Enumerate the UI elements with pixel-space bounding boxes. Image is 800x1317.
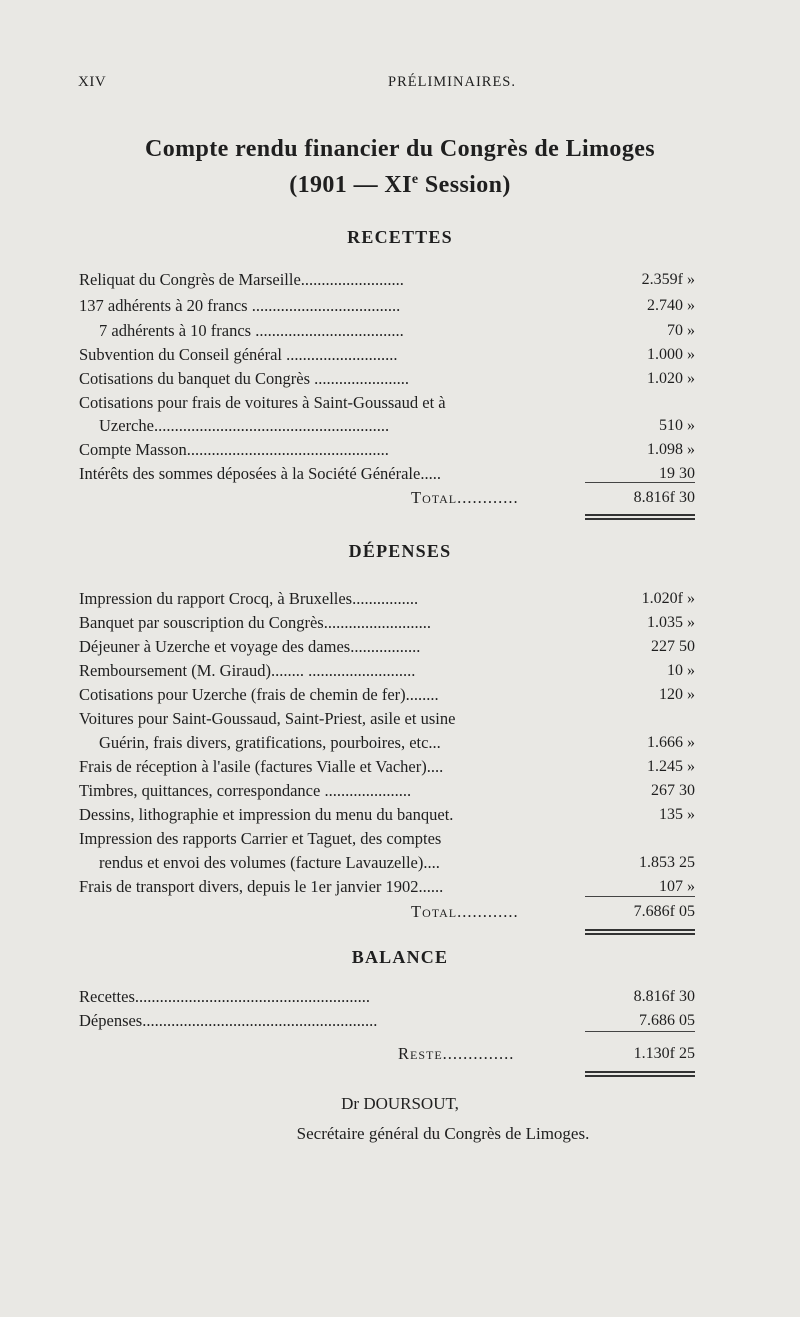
row-amount: 1.853 25 [639, 854, 695, 871]
row-amount: 510 » [659, 417, 695, 434]
depenses-row [79, 755, 695, 779]
row-amount: 120 » [659, 686, 695, 703]
row-amount: 107 » [659, 878, 695, 895]
depenses-row [79, 683, 695, 707]
row-label: 137 adhérents à 20 francs .................................... [79, 296, 401, 315]
reste-total [398, 1042, 695, 1066]
row-label: Intérêts des sommes déposées à la Société Générale..... [79, 464, 441, 483]
row-amount: 7.686 05 [639, 1012, 695, 1029]
row-amount: 8.816f 30 [633, 988, 695, 1005]
subtitle-post: Session) [418, 172, 511, 198]
sum-rule [585, 1031, 695, 1032]
depenses-row [79, 803, 695, 827]
sum-rule [585, 482, 695, 483]
row-label: Cotisations pour Uzerche (frais de chemin de fer)........ [79, 685, 439, 704]
depenses-heading: DÉPENSES [348, 541, 452, 561]
recettes-total [411, 486, 695, 510]
balance-heading: BALANCE [351, 947, 449, 967]
row-amount: 1.000 » [647, 346, 695, 363]
recettes-row [79, 294, 695, 318]
running-title: PRÉLIMINAIRES. [388, 74, 516, 90]
total-amount: 7.686f 05 [633, 903, 695, 920]
row-label: Banquet par souscription du Congrès.......................... [79, 613, 431, 632]
row-label: Impression des rapports Carrier et Taguet, des comptes [79, 829, 442, 848]
row-label: rendus et envoi des volumes (facture Lavauzelle).... [99, 853, 440, 872]
total-double-rule [585, 1071, 695, 1077]
row-amount: 1.245 » [647, 758, 695, 775]
row-label: Recettes......................................................... [79, 987, 371, 1006]
total-label: Total............ [411, 902, 519, 921]
row-amount: 1.666 » [647, 734, 695, 751]
total-amount: 8.816f 30 [633, 489, 695, 506]
row-label: Remboursement (M. Giraud)........ .......................... [79, 661, 416, 680]
row-amount: 19 30 [659, 465, 695, 482]
total-double-rule [585, 514, 695, 520]
recettes-row [79, 343, 695, 367]
row-label: Cotisations du banquet du Congrès ....................... [79, 369, 409, 388]
depenses-row [79, 587, 695, 611]
row-amount: 1.020f » [641, 590, 695, 607]
depenses-row [79, 851, 695, 875]
sum-rule [585, 896, 695, 897]
running-header [78, 74, 698, 96]
page-number: XIV [78, 74, 107, 90]
row-amount: 135 » [659, 806, 695, 823]
depenses-row [79, 779, 695, 803]
row-label: Frais de transport divers, depuis le 1er janvier 1902...... [79, 877, 444, 896]
row-amount: 1.035 » [647, 614, 695, 631]
row-label: 7 adhérents à 10 francs .................................... [99, 321, 404, 340]
reste-amount: 1.130f 25 [633, 1045, 695, 1062]
balance-row [79, 985, 695, 1009]
row-label: Dessins, lithographie et impression du menu du banquet. [79, 805, 454, 824]
row-label: Dépenses......................................................... [79, 1011, 378, 1030]
recettes-row [79, 438, 695, 462]
row-amount: 267 30 [651, 782, 695, 799]
row-label: Frais de réception à l'asile (factures Vialle et Vacher).... [79, 757, 444, 776]
depenses-row [79, 659, 695, 683]
recettes-row [79, 391, 695, 415]
recettes-row [79, 268, 695, 292]
row-amount: 1.020 » [647, 370, 695, 387]
row-amount: 70 » [667, 322, 695, 339]
total-label: Total............ [411, 488, 519, 507]
total-double-rule [585, 929, 695, 935]
signatory-name: Dr DOURSOUT, [341, 1094, 459, 1113]
depenses-row [79, 827, 695, 851]
row-label: Compte Masson................................................. [79, 440, 389, 459]
row-label: Voitures pour Saint-Goussaud, Saint-Priest, asile et usine [79, 709, 456, 728]
depenses-row [79, 731, 695, 755]
document-subtitle [0, 172, 800, 199]
row-label: Cotisations pour frais de voitures à Saint-Goussaud et à [79, 393, 446, 412]
row-label: Reliquat du Congrès de Marseille......................... [79, 270, 404, 289]
depenses-row [79, 611, 695, 635]
row-label: Déjeuner à Uzerche et voyage des dames................. [79, 637, 421, 656]
row-label: Impression du rapport Crocq, à Bruxelles................ [79, 589, 419, 608]
depenses-row [79, 707, 695, 731]
subtitle-pre: (1901 — XI [289, 172, 412, 198]
row-label: Timbres, quittances, correspondance ..................... [79, 781, 412, 800]
reste-label: Reste.............. [398, 1044, 515, 1063]
row-amount: 2.740 » [647, 297, 695, 314]
subtitle-sup: e [411, 172, 419, 187]
recettes-row [79, 367, 695, 391]
row-amount: 10 » [667, 662, 695, 679]
row-label: Guérin, frais divers, gratifications, pourboires, etc... [99, 733, 441, 752]
recettes-row [79, 319, 695, 343]
row-amount: 1.098 » [647, 441, 695, 458]
recettes-heading: RECETTES [347, 227, 453, 247]
row-amount: 227 50 [651, 638, 695, 655]
balance-row [79, 1009, 695, 1033]
signatory-role: Secrétaire général du Congrès de Limoges. [296, 1124, 590, 1143]
row-label: Uzerche......................................................... [99, 416, 390, 435]
document-title: Compte rendu financier du Congrès de Limoges [144, 136, 656, 162]
row-amount: 2.359f » [641, 271, 695, 288]
depenses-total [411, 900, 695, 924]
row-label: Subvention du Conseil général ........................... [79, 345, 398, 364]
recettes-row [79, 414, 695, 438]
depenses-row [79, 635, 695, 659]
